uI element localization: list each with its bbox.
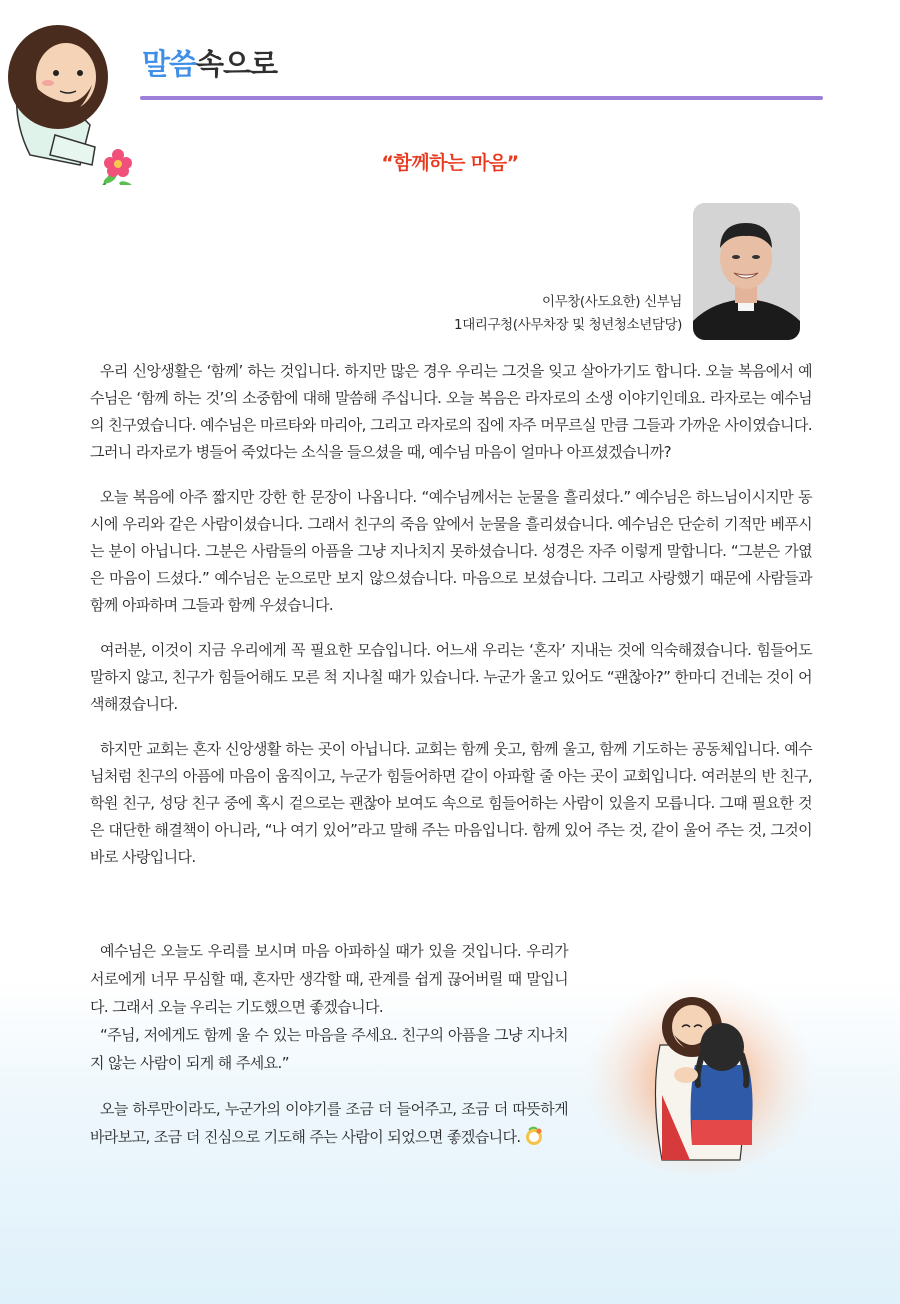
closing-text: 오늘 하루만이라도, 누군가의 이야기를 조금 더 들어주고, 조금 더 따뜻하게 바라보고, 조금 더 진심으로 기도해 주는 사람이 되었으면 좋겠습니다. xyxy=(90,1100,568,1146)
end-mark-icon xyxy=(523,1126,545,1146)
section-title xyxy=(142,42,277,83)
prayer-quote: “주님, 저에게도 함께 울 수 있는 마음을 주세요. 친구의 아픔을 그냥 지나치지 않는 사람이 되게 해 주세요.” xyxy=(90,1026,568,1072)
paragraph: 하지만 교회는 혼자 신앙생활 하는 곳이 아닙니다. 교회는 함께 웃고, 함께 울고, 함께 기도하는 공동체입니다. 예수님처럼 친구의 아픔에 마음이 움직이고, 누군가 힘들어하면 같이 아파할 줄 아는 곳이 교회입니다. 여러분의 반 친구, 학원 친구, 성당 친구 중에 혹시 겉으로는 괜찮아 보여도 속으로 힘들어하는 사람이 있을지 모릅니다. 그때 필요한 것은 대단한 해결책이 아니라, “나 여기 있어”라고 말해 주는 마음입니다. 함께 있어 주는 것, 같이 울어 주는 것, 그것이 바로 사랑입니다. xyxy=(90,740,812,866)
paragraph: 예수님은 오늘도 우리를 보시며 마음 아파하실 때가 있을 것입니다. 우리가 서로에게 너무 무심할 때, 혼자만 생각할 때, 관계를 쉽게 끊어버릴 때 말입니다. 그래서 오늘 우리는 기도했으면 좋겠습니다. xyxy=(90,942,568,1016)
author-photo xyxy=(693,203,800,340)
author-role: 1대리구청(사무차장 및 청년청소년담당) xyxy=(454,317,682,333)
article-body xyxy=(90,358,812,889)
paragraph: 오늘 복음에 아주 짧지만 강한 한 문장이 나옵니다. “예수님께서는 눈물을 흘리셨다.” 예수님은 하느님이시지만 동시에 우리와 같은 사람이셨습니다. 그래서 친구의 죽음 앞에서 눈물을 흘리셨습니다. 예수님은 단순히 기적만 베푸시는 분이 아닙니다. 그분은 사람들의 아픔을 그냥 지나치지 못하셨습니다. 성경은 자주 이렇게 말합니다. “그분은 가엾은 마음이 드셨다.” 예수님은 눈으로만 보지 않으셨습니다. 마음으로 보셨습니다. 그리고 사랑했기 때문에 사람들과 함께 아파하며 그들과 함께 우셨습니다. xyxy=(90,488,812,614)
article-title: “함께하는 마음” xyxy=(381,152,519,174)
section-title-accent: 말씀 xyxy=(142,47,197,81)
article-body-closing xyxy=(90,937,568,1169)
paragraph: 여러분, 이것이 지금 우리에게 꼭 필요한 모습입니다. 어느새 우리는 ‘혼자’ 지내는 것에 익숙해졌습니다. 힘들어도 말하지 않고, 친구가 힘들어해도 모른 척 지나칠 때가 있습니다. 누군가 울고 있어도 “괜찮아?” 한마디 건네는 것이 어색해졌습니다. xyxy=(90,641,812,713)
author-name: 이무창(사도요한) 신부님 xyxy=(541,294,682,310)
closing-paragraph xyxy=(90,1095,568,1151)
paragraph: 우리 신앙생활은 ‘함께’ 하는 것입니다. 하지만 많은 경우 우리는 그것을 잊고 살아가기도 합니다. 오늘 복음에서 예수님은 ‘함께 하는 것’의 소중함에 대해 말씀해 주십니다. 오늘 복음은 라자로의 소생 이야기인데요. 라자로는 예수님의 친구였습니다. 예수님은 마르타와 마리아, 그리고 라자로의 집에 자주 머무르실 만큼 그들과 가까운 사이였습니다. 그러니 라자로가 병들어 죽었다는 소식을 들으셨을 때, 예수님 마음이 얼마나 아프셨겠습니까? xyxy=(90,362,812,461)
author-info xyxy=(454,291,682,337)
section-title-rest: 속으로 xyxy=(196,47,278,81)
header-divider xyxy=(140,96,823,100)
jesus-hugging-child-illustration xyxy=(580,945,820,1175)
